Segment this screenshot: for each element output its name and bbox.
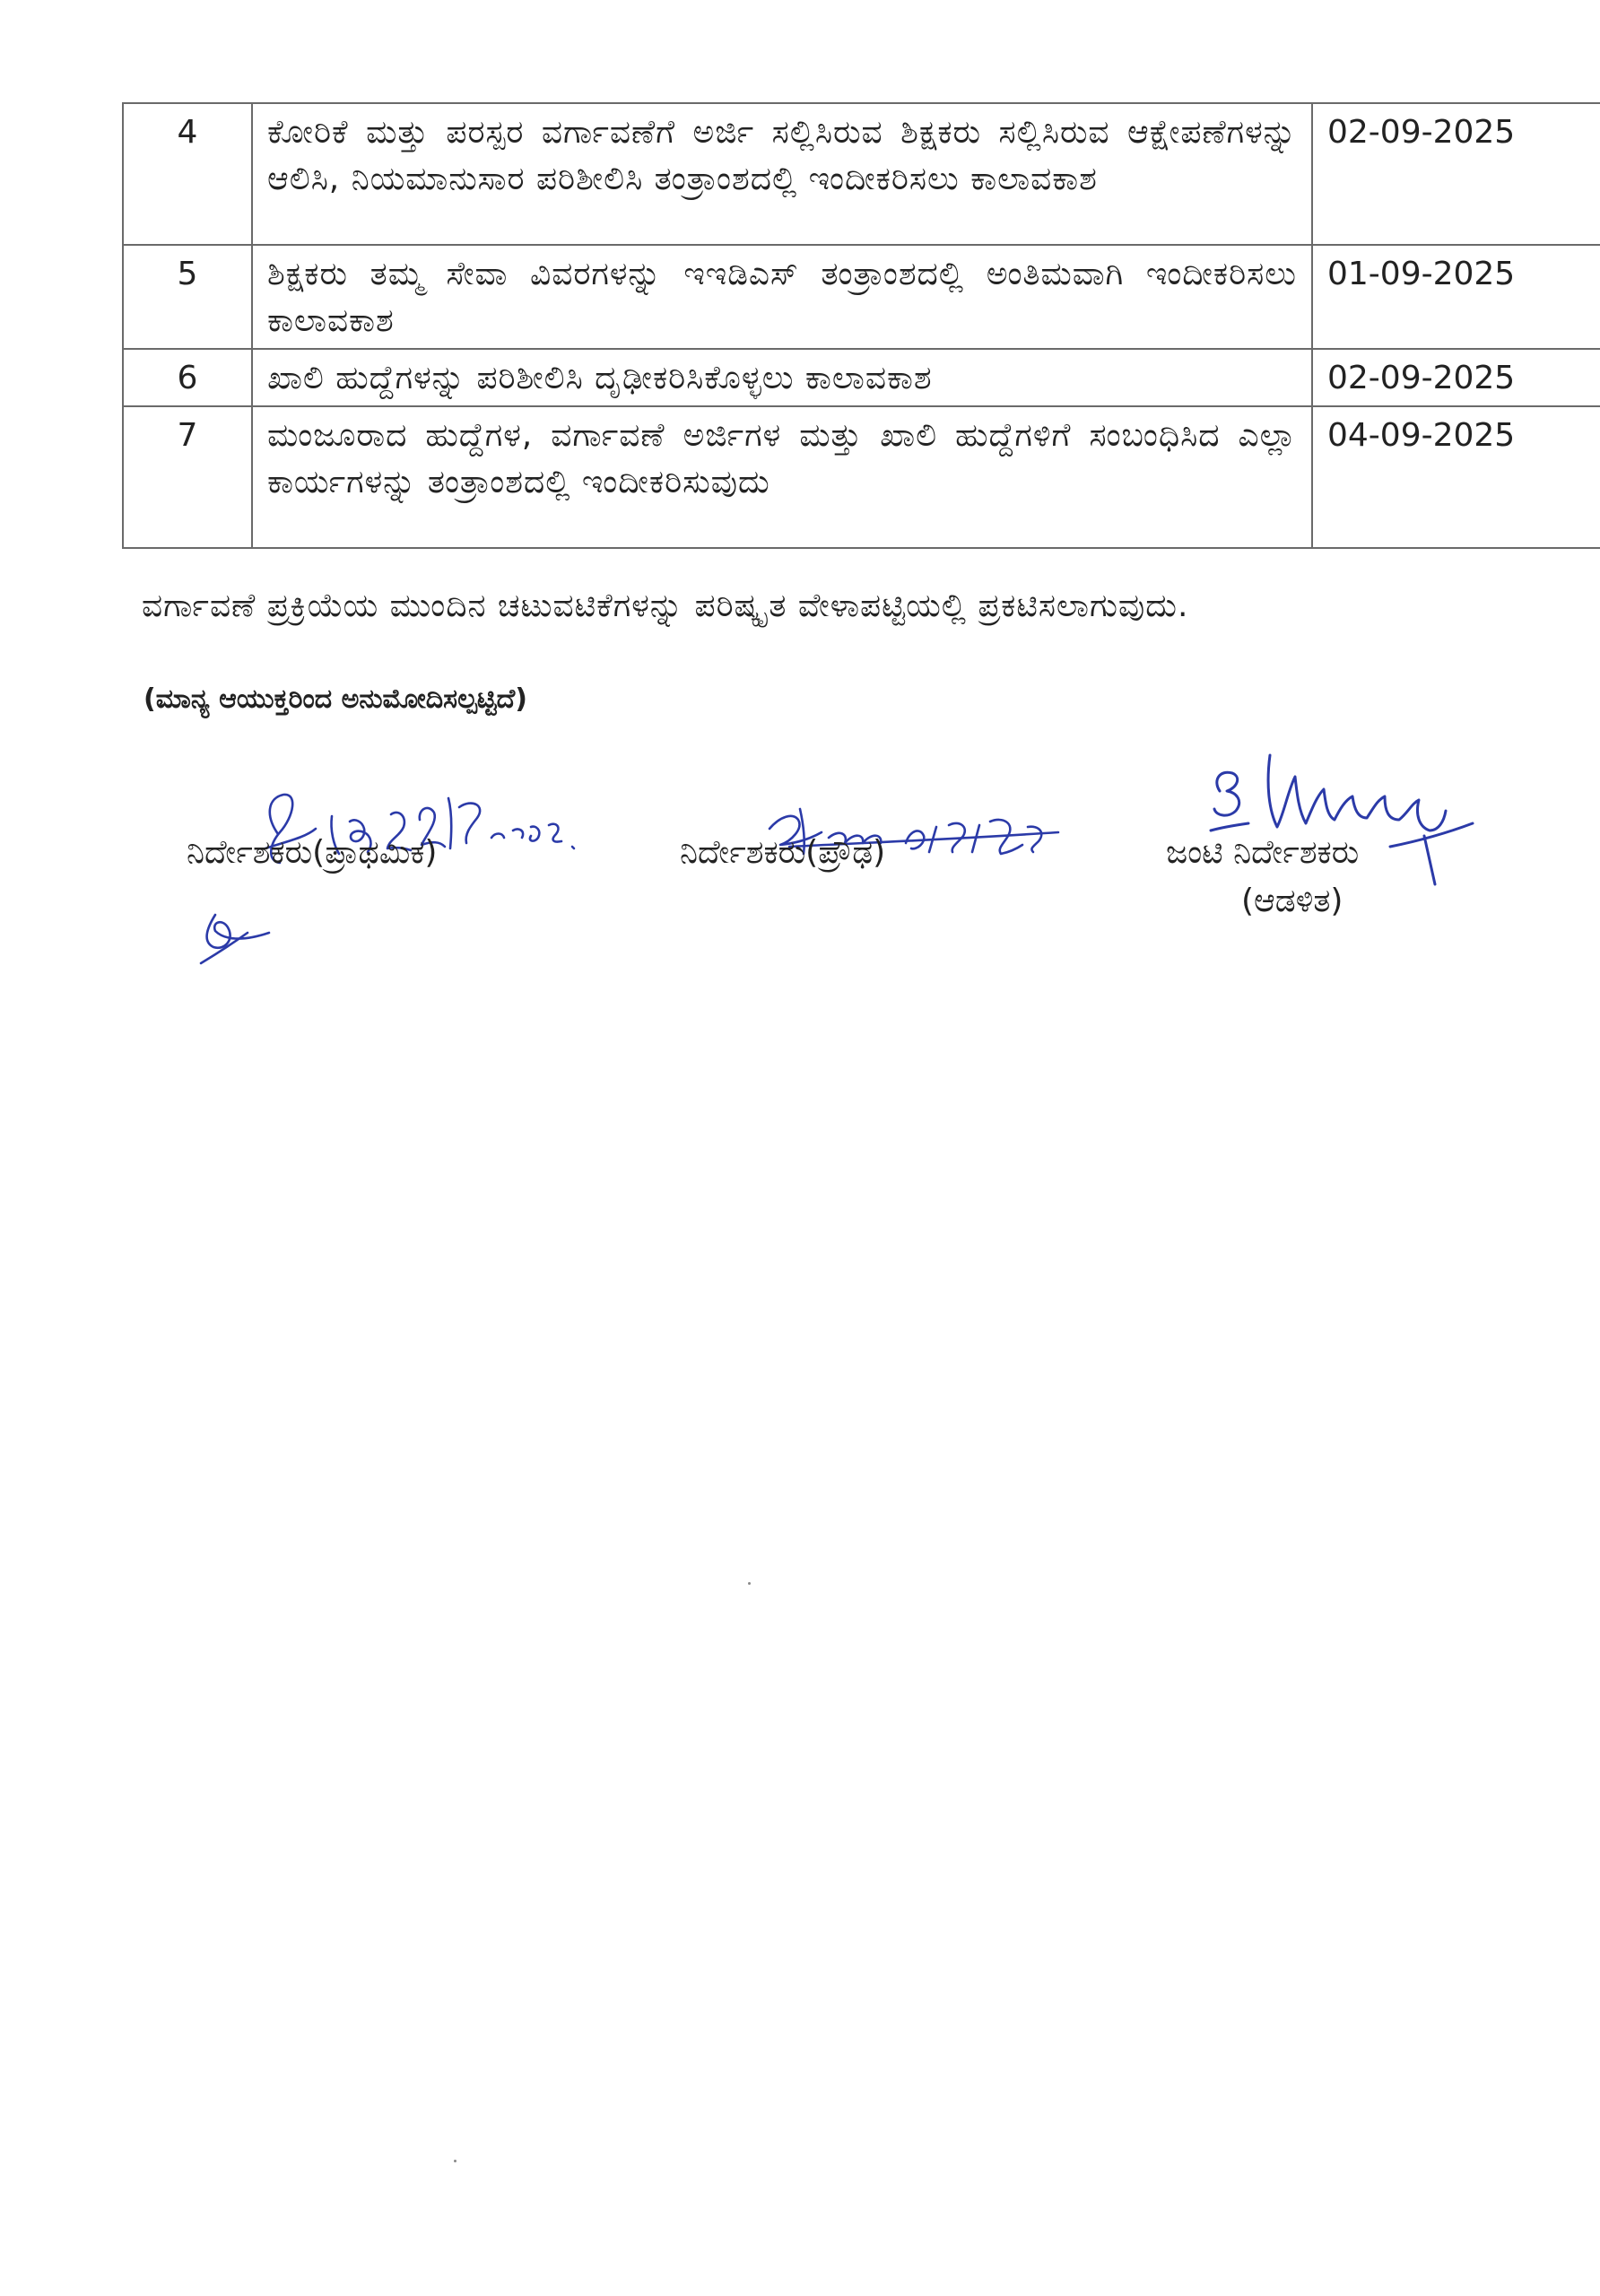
row-number: 7 <box>123 406 252 548</box>
approval-note: (ಮಾನ್ಯ ಆಯುಕ್ತರಿಂದ ಅನುಮೋದಿಸಲ್ಪಟ್ಟಿದೆ) <box>143 683 527 715</box>
due-date: 01-09-2025 <box>1312 245 1600 349</box>
task-description: ಶಿಕ್ಷಕರು ತಮ್ಮ ಸೇವಾ ವಿವರಗಳನ್ನು ಇಇಡಿಎಸ್ ತಂತ್ರಾಂಶದಲ್ಲಿ ಅಂತಿಮವಾಗಿ ಇಂದೀಕರಿಸಲು ಕಾಲಾವಕಾಶ <box>252 245 1312 349</box>
schedule-table <box>122 102 1600 549</box>
scan-speck <box>454 2160 457 2162</box>
signatory-title-primary: ನಿರ್ದೇಶಕರು(ಪ್ರಾಥಮಿಕ) <box>187 834 438 871</box>
signature-joint-director <box>1184 737 1507 899</box>
task-description: ಖಾಲಿ ಹುದ್ದೆಗಳನ್ನು ಪರಿಶೀಲಿಸಿ ದೃಢೀಕರಿಸಿಕೊಳ್ಳಲು ಕಾಲಾವಕಾಶ <box>252 349 1312 406</box>
row-number: 5 <box>123 245 252 349</box>
row-number: 6 <box>123 349 252 406</box>
table-row <box>123 245 1600 349</box>
table-row <box>123 349 1600 406</box>
task-description: ಕೋರಿಕೆ ಮತ್ತು ಪರಸ್ಪರ ವರ್ಗಾವಣೆಗೆ ಅರ್ಜಿ ಸಲ್ಲಿಸಿರುವ ಶಿಕ್ಷಕರು ಸಲ್ಲಿಸಿರುವ ಆಕ್ಷೇಪಣೆಗಳನ್ನು ಆಲಿಸಿ, ನಿಯಮಾನುಸಾರ ಪರಿಶೀಲಿಸಿ ತಂತ್ರಾಂಶದಲ್ಲಿ ಇಂದೀಕರಿಸಲು ಕಾಲಾವಕಾಶ <box>252 103 1312 245</box>
schedule-note: ವರ್ಗಾವಣೆ ಪ್ರಕ್ರಿಯೆಯ ಮುಂದಿನ ಚಟುವಟಿಕೆಗಳನ್ನು ಪರಿಷ್ಕೃತ ವೇಳಾಪಟ್ಟಿಯಲ್ಲಿ ಪ್ರಕಟಿಸಲಾಗುವುದು. <box>142 587 1189 624</box>
due-date: 04-09-2025 <box>1312 406 1600 548</box>
scan-speck <box>748 1582 751 1585</box>
signatory-title-secondary: ನಿರ್ದೇಶಕರು(ಪ್ರೌಢ) <box>680 834 886 871</box>
task-description: ಮಂಜೂರಾದ ಹುದ್ದೆಗಳ, ವರ್ಗಾವಣೆ ಅರ್ಜಿಗಳ ಮತ್ತು ಖಾಲಿ ಹುದ್ದೆಗಳಿಗೆ ಸಂಬಂಧಿಸಿದ ಎಲ್ಲಾ ಕಾರ್ಯಗಳನ್ನು ತಂತ್ರಾಂಶದಲ್ಲಿ ಇಂದೀಕರಿಸುವುದು <box>252 406 1312 548</box>
table-row <box>123 103 1600 245</box>
table-row <box>123 406 1600 548</box>
due-date: 02-09-2025 <box>1312 349 1600 406</box>
signatory-department-joint: (ಆಡಳಿತ) <box>1241 883 1343 919</box>
row-number: 4 <box>123 103 252 245</box>
due-date: 02-09-2025 <box>1312 103 1600 245</box>
signatory-title-joint: ಜಂಟಿ ನಿರ್ದೇಶಕರು <box>1166 834 1360 871</box>
